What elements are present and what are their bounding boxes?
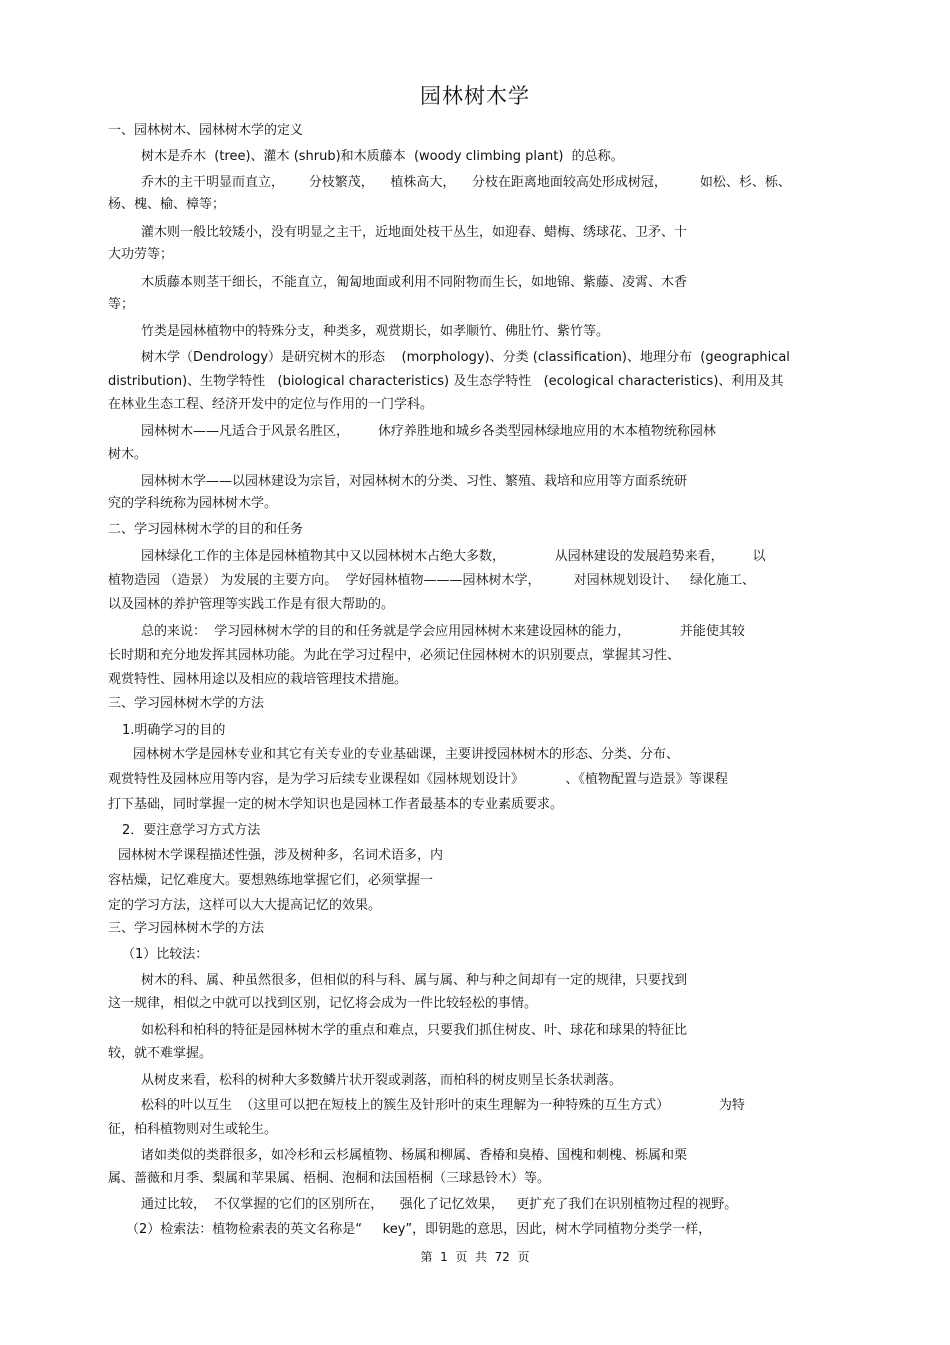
paragraph-line: 在林业生态工程、经济开发中的定位与作用的一门学科。: [108, 397, 434, 412]
section-heading: 二、学习园林树木学的目的和任务: [108, 522, 304, 537]
paragraph-line: 从树皮来看，松科的树种大多数鳞片状开裂或剥落，而柏科的树皮则呈长条状剥落。: [141, 1073, 623, 1088]
paragraph-line: 诸如类似的类群很多，如冷杉和云杉属植物、杨属和柳属、香椿和臭椿、国槐和刺槐、栎属和栗: [141, 1148, 688, 1163]
subsection-heading: （1）比较法：: [122, 947, 209, 962]
paragraph-line: 打下基础，同时掌握一定的树木学知识也是园林工作者最基本的专业素质要求。: [108, 797, 564, 812]
paragraph-line: 竹类是园林植物中的特殊分支，种类多，观赏期长，如孝顺竹、佛肚竹、紫竹等。: [141, 324, 610, 339]
paragraph-line: 大功劳等；: [108, 247, 174, 262]
paragraph-line: 观赏特性及园林应用等内容，是为学习后续专业课程如《园林规划设计》 、《植物配置与造景》等课程: [108, 772, 728, 787]
paragraph-line: 乔木的主干明显而直立， 分枝繁茂， 植株高大， 分枝在距离地面较高处形成树冠， 如松、杉、栎、: [141, 175, 791, 190]
paragraph-line: 树木。: [108, 447, 148, 462]
paragraph-line: 木质藤本则茎干细长，不能直立，匍匐地面或利用不同附物而生长，如地锦、紫藤、凌霄、木香: [141, 275, 688, 290]
paragraph-line: distribution)、生物学特性 (biological characteristics) 及生态学特性 (ecological characteristics)、利用及其: [108, 374, 784, 389]
paragraph-line: 通过比较， 不仅掌握的它们的区别所在， 强化了记忆效果， 更扩充了我们在识别植物过程的视野。: [141, 1197, 738, 1212]
paragraph-line: 征，柏科植物则对生或轮生。: [108, 1122, 278, 1137]
paragraph-line: （2）检索法：植物检索表的英文名称是“ key”，即钥匙的意思，因此，树木学同植物分类学一样，: [126, 1222, 712, 1237]
subsection-heading: 2．要注意学习方式方法: [122, 823, 261, 838]
paragraph-line: 以及园林的养护管理等实践工作是有很大帮助的。: [108, 597, 395, 612]
paragraph-line: 观赏特性、园林用途以及相应的栽培管理技术措施。: [108, 672, 408, 687]
paragraph-line: 总的来说： 学习园林树木学的目的和任务就是学会应用园林树木来建设园林的能力， 并能使其较: [141, 624, 745, 639]
paragraph-line: 等；: [108, 297, 135, 312]
paragraph-line: 园林绿化工作的主体是园林植物其中又以园林树木占绝大多数， 从园林建设的发展趋势来看， 以: [141, 549, 766, 564]
paragraph-line: 较，就不难掌握。: [108, 1046, 213, 1061]
section-heading: 一、园林树木、园林树木学的定义: [108, 123, 304, 138]
paragraph-line: 杨、槐、榆、樟等；: [108, 197, 226, 212]
paragraph-line: 长时期和充分地发挥其园林功能。为此在学习过程中，必须记住园林树木的识别要点，掌握其习性、: [108, 648, 681, 663]
paragraph-line: 究的学科统称为园林树木学。: [108, 496, 278, 511]
paragraph-line: 树木学（Dendrology）是研究树木的形态 (morphology)、分类 (classification)、地理分布 (geographical: [141, 350, 790, 365]
paragraph-line: 树木的科、属、种虽然很多，但相似的科与科、属与属、种与种之间却有一定的规律，只要找到: [141, 973, 688, 988]
page-footer: 第 1 页 共 72 页: [420, 1250, 530, 1264]
document-title: 园林树木学: [420, 84, 530, 108]
paragraph-line: 园林树木学课程描述性强，涉及树种多，名词术语多，内: [118, 848, 444, 863]
paragraph-line: 园林树木——凡适合于风景名胜区， 休疗养胜地和城乡各类型园林绿地应用的木本植物统称园林: [141, 424, 716, 439]
paragraph-line: 园林树木学——以园林建设为宗旨，对园林树木的分类、习性、繁殖、栽培和应用等方面系统研: [141, 474, 688, 489]
paragraph-line: 定的学习方法，这样可以大大提高记忆的效果。: [108, 898, 382, 913]
section-heading: 三、学习园林树木学的方法: [108, 921, 265, 936]
paragraph-line: 这一规律，相似之中就可以找到区别，记忆将会成为一件比较轻松的事情。: [108, 996, 538, 1011]
paragraph-line: 松科的叶以互生 （这里可以把在短枝上的簇生及针形叶的束生理解为一种特殊的互生方式） 为特: [141, 1098, 745, 1113]
section-heading: 三、学习园林树木学的方法: [108, 696, 265, 711]
paragraph-line: 植物造园 （造景） 为发展的主要方向。 学好园林植物———园林树木学， 对园林规划设计、 绿化施工、: [108, 573, 755, 588]
paragraph-line: 容枯燥，记忆难度大。要想熟练地掌握它们，必须掌握一: [108, 873, 434, 888]
subsection-heading: 1.明确学习的目的: [122, 723, 226, 738]
paragraph-line: 如松科和柏科的特征是园林树木学的重点和难点，只要我们抓住树皮、叶、球花和球果的特征比: [141, 1023, 688, 1038]
paragraph-line: 属、蔷薇和月季、梨属和苹果属、梧桐、泡桐和法国梧桐（三球悬铃木）等。: [108, 1171, 551, 1186]
paragraph-line: 灌木则一般比较矮小，没有明显之主干，近地面处枝干丛生，如迎春、蜡梅、绣球花、卫矛、十: [141, 225, 688, 240]
paragraph-line: 园林树木学是园林专业和其它有关专业的专业基础课，主要讲授园林树木的形态、分类、分布、: [133, 747, 680, 762]
paragraph-line: 树木是乔木 (tree)、灌木 (shrub)和木质藤本 (woody climbing plant) 的总称。: [141, 149, 624, 164]
